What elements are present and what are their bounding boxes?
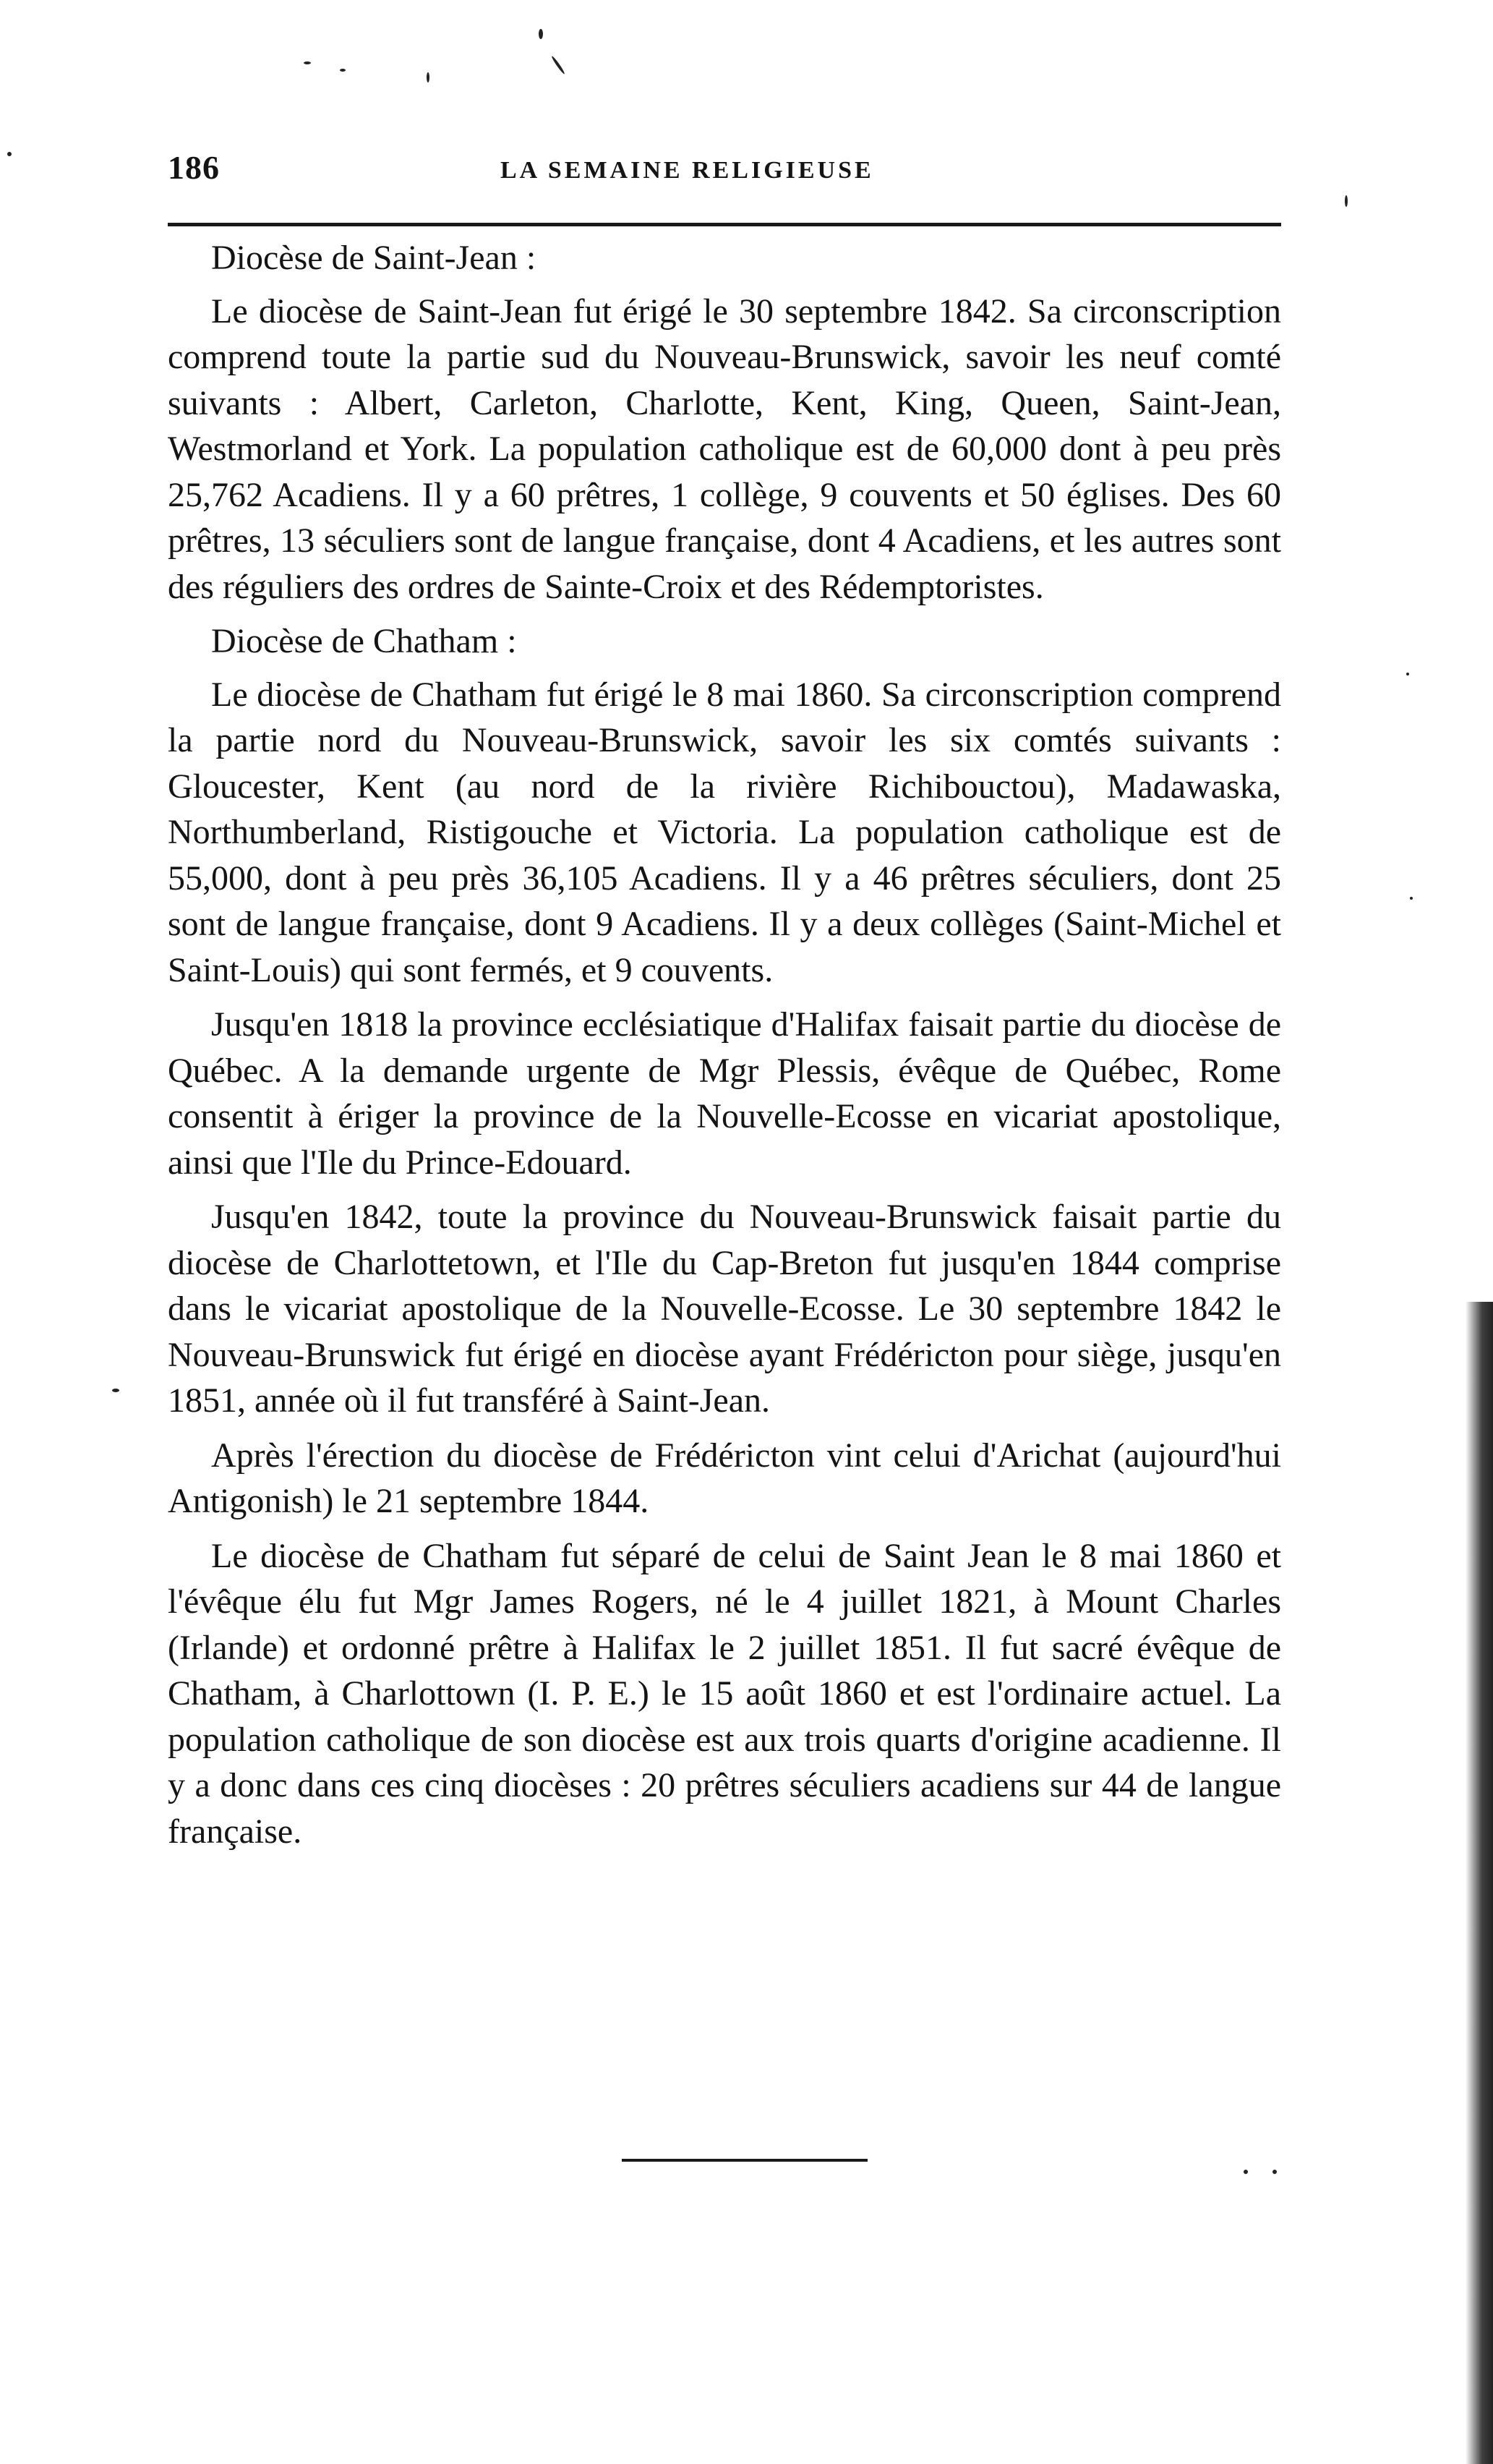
paragraph-chatham: Le diocèse de Chatham fut érigé le 8 mai 1860. Sa circonscription comprend la partie nord du Nouveau-Brunswick, savoir les six comtés suivants : Gloucester, Kent (au nord de la rivière Richibouctou), Madawaska, Northumberland, Ristigouche et Victoria. La population catholique est de 55,000, dont à peu près 36,105 Acadiens. Il y a 46 prêtres séculiers, dont 25 sont de langue française, dont 9 Acadiens. Il y a deux collèges (Saint-Michel et Saint-Louis) qui sont fermés, et 9 couvents. [168,675,1281,989]
scan-speck [1406,673,1409,675]
scan-speck [427,72,429,82]
scan-speck [112,1389,119,1392]
scan-speck [1410,897,1413,900]
scan-speck [1272,2170,1277,2174]
page-header [168,148,1281,199]
running-title: LA SEMAINE RELIGIEUSE [500,157,874,184]
body-text [168,235,1281,1863]
heading-chatham: Diocèse de Chatham : [211,622,517,660]
scan-speck [1345,195,1348,207]
scan-speck [551,56,565,75]
page-number: 186 [168,149,220,186]
scan-speck [7,152,12,156]
heading-saint-jean: Diocèse de Saint-Jean : [211,239,536,277]
scan-speck [340,69,346,72]
scan-speck [1244,2170,1248,2174]
scan-speck [539,29,543,39]
paragraph-arichat: Après l'érection du diocèse de Frédéricton vint celui d'Arichat (aujourd'hui Antigonish) le 21 septembre 1844. [168,1436,1281,1520]
paragraph-1842: Jusqu'en 1842, toute la province du Nouveau-Brunswick faisait partie du diocèse de Charlottetown, et l'Ile du Cap-Breton fut jusqu'en 1844 comprise dans le vicariat apostolique de la Nouvelle-Ecosse. Le 30 septembre 1842 le Nouveau-Brunswick fut érigé en diocèse ayant Frédéricton pour siège, jusqu'en 1851, année où il fut transféré à Saint-Jean. [168,1198,1281,1420]
scan-edge-shadow [1466,1302,1493,2464]
end-rule [622,2159,868,2162]
paragraph-rogers: Le diocèse de Chatham fut séparé de celui de Saint Jean le 8 mai 1860 et l'évêque élu fut Mgr James Rogers, né le 4 juillet 1821, à Mount Charles (Irlande) et ordonné prêtre à Halifax le 2 juillet 1851. Il fut sacré évêque de Chatham, à Charlottown (I. P. E.) le 15 août 1860 et est l'ordinaire actuel. La population catholique de son diocèse est aux trois quarts d'origine acadienne. Il y a donc dans ces cinq diocèses : 20 prêtres séculiers acadiens sur 44 de langue française. [168,1536,1281,1851]
paragraph-saint-jean: Le diocèse de Saint-Jean fut érigé le 30 septembre 1842. Sa circonscription comprend toute la partie sud du Nouveau-Brunswick, savoir les neuf comté suivants : Albert, Carleton, Charlotte, Kent, King, Queen, Saint-Jean, Westmorland et York. La population catholique est de 60,000 dont à peu près 25,762 Acadiens. Il y a 60 prêtres, 1 collège, 9 couvents et 50 églises. Des 60 prêtres, 13 séculiers sont de langue française, dont 4 Acadiens, et les autres sont des réguliers des ordres de Sainte-Croix et des Rédemptoristes. [168,291,1281,606]
scan-speck [304,61,311,64]
paragraph-1818: Jusqu'en 1818 la province ecclésiatique d'Halifax faisait partie du diocèse de Québec. A la demande urgente de Mgr Plessis, évêque de Québec, Rome consentit à ériger la province de la Nouvelle-Ecosse en vicariat apostolique, ainsi que l'Ile du Prince-Edouard. [168,1005,1281,1182]
header-rule [168,223,1281,226]
